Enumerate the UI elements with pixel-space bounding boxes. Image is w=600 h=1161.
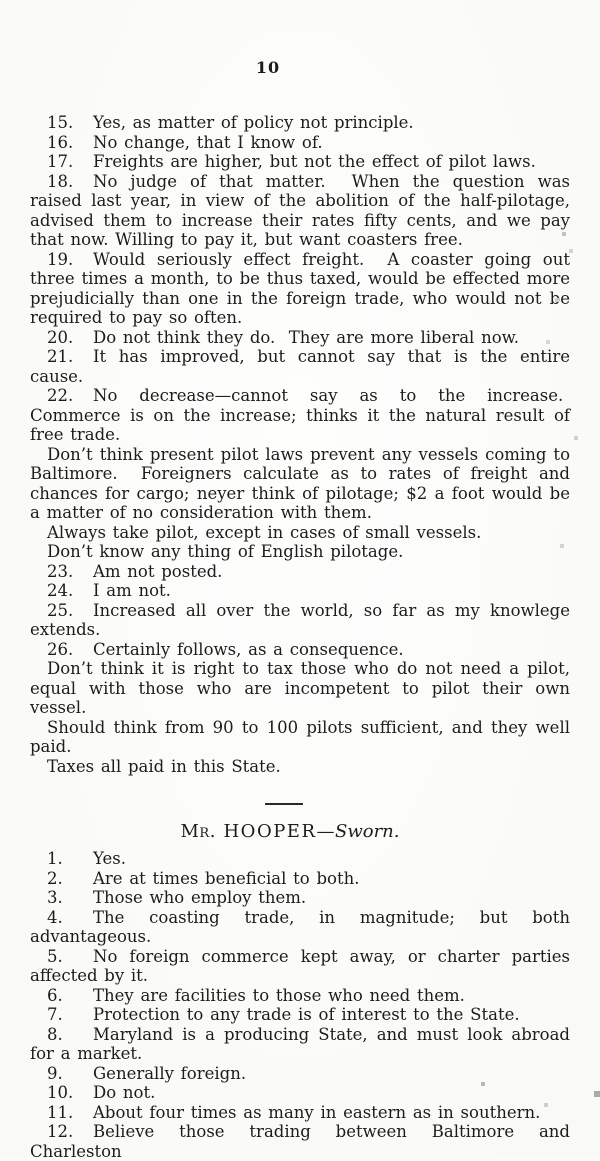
answer-paragraph (30, 1122, 570, 1161)
statement-text: Taxes all paid in this State. (47, 756, 281, 776)
statement-paragraph (30, 542, 570, 562)
answer-number: 24. (47, 581, 74, 600)
statement-text: Should think from 90 to 100 pilots sufficient, and they well paid. (30, 717, 570, 756)
statement-paragraph (30, 523, 570, 543)
answer-number: 20. (47, 327, 74, 347)
answer-paragraph (30, 347, 570, 386)
answer-paragraph (30, 986, 570, 1006)
answer-number: 26. (47, 639, 74, 659)
answer-text: Protection to any trade is of interest to the State. (93, 1005, 520, 1024)
answer-text: Do not think they do. They are more liberal now. (93, 327, 520, 347)
answer-text: No decrease—cannot say as to the increase. Commerce is on the increase; thinks it the natural result of free trade. (30, 386, 570, 444)
answer-paragraph (30, 1025, 570, 1064)
answer-number: 10. (47, 1083, 74, 1102)
statement-text: Always take pilot, except in cases of small vessels. (47, 522, 482, 542)
answer-text: The coasting trade, in magnitude; but both advantageous. (30, 907, 570, 946)
answer-number: 5. (47, 946, 63, 966)
section-divider-rule (265, 803, 303, 805)
answer-number: 15. (47, 113, 74, 132)
answer-text: I am not. (93, 581, 171, 600)
statement-paragraph (30, 718, 570, 757)
answer-number: 25. (47, 600, 74, 620)
answer-number: 2. (47, 868, 63, 888)
answer-number: 8. (47, 1024, 63, 1044)
answer-text: Would seriously effect freight. A coaster going out three times a month, to be thus taxed, would be effected more prejudicially than one in the foreign trade, who would not be required to pay so often. (30, 249, 570, 327)
heading-dash: — (316, 821, 335, 842)
answer-paragraph (30, 869, 570, 889)
answer-paragraph (30, 640, 570, 660)
statement-paragraph (30, 757, 570, 777)
witness-title: Mr. (180, 821, 216, 842)
answer-text: Freights are higher, but not the effect of pilot laws. (93, 152, 536, 171)
sworn-label: Sworn. (335, 821, 400, 842)
answer-number: 12. (47, 1122, 74, 1141)
answer-text: No foreign commerce kept away, or charter parties affected by it. (30, 946, 570, 985)
answer-number: 19. (47, 249, 74, 269)
answer-text: It has improved, but cannot say that is the entire cause. (30, 347, 570, 386)
answer-paragraph (30, 133, 570, 153)
answer-text: About four times as many in eastern as in southern. (93, 1102, 541, 1122)
answer-text: Increased all over the world, so far as my knowlege extends. (30, 600, 570, 639)
witness-heading (20, 821, 560, 842)
answer-paragraph (30, 152, 570, 172)
answer-paragraph (30, 1064, 570, 1084)
answer-text: Those who employ them. (93, 888, 307, 907)
answer-paragraph (30, 1103, 570, 1123)
answer-paragraph (30, 947, 570, 986)
answer-number: 22. (47, 386, 74, 405)
answer-number: 23. (47, 561, 74, 581)
answer-number: 21. (47, 347, 74, 366)
answer-number: 6. (47, 985, 63, 1005)
answer-text: They are facilities to those who need them. (93, 985, 465, 1005)
answer-text: Generally foreign. (93, 1063, 247, 1083)
testimony-answers-block-1 (30, 113, 570, 776)
answer-paragraph (30, 250, 570, 328)
statement-paragraph (30, 445, 570, 523)
answer-paragraph (30, 581, 570, 601)
answer-paragraph (30, 386, 570, 445)
answer-number: 11. (47, 1102, 74, 1122)
answer-paragraph (30, 1083, 570, 1103)
answer-paragraph (30, 888, 570, 908)
answer-paragraph (30, 908, 570, 947)
answer-number: 18. (47, 171, 74, 191)
page-number: 10 (255, 58, 281, 77)
answer-text: Maryland is a producing State, and must look abroad for a market. (30, 1024, 570, 1063)
answer-number: 17. (47, 152, 74, 171)
statement-paragraph (30, 659, 570, 718)
answer-paragraph (30, 172, 570, 250)
answer-paragraph (30, 328, 570, 348)
answer-paragraph (30, 562, 570, 582)
answer-text: No judge of that matter. When the question was raised last year, in view of the abolition of the half-pilotage, advised them to increase their rates fifty cents, and we pay that now. Willing to pay it, but want coasters free. (30, 171, 570, 249)
answer-text: Yes, as matter of policy not principle. (93, 113, 414, 132)
answer-number: 3. (47, 888, 63, 907)
answer-paragraph (30, 601, 570, 640)
answer-paragraph (30, 113, 570, 133)
answer-number: 1. (47, 849, 63, 868)
answer-text: Do not. (93, 1083, 156, 1102)
statement-text: Don’t think it is right to tax those who do not need a pilot, equal with those who are incompetent to pilot their own vessel. (30, 659, 570, 717)
answer-paragraph (30, 1005, 570, 1025)
answer-number: 4. (47, 907, 63, 927)
scan-artifact-specks (0, 0, 2, 2)
answer-number: 9. (47, 1063, 63, 1083)
answer-text: Certainly follows, as a consequence. (93, 639, 404, 659)
answer-paragraph (30, 849, 570, 869)
answer-text: No change, that I know of. (93, 132, 323, 152)
answer-text: Yes. (93, 849, 126, 868)
answer-text: Am not posted. (93, 561, 223, 581)
testimony-answers-block-2 (30, 849, 570, 1161)
statement-text: Don’t think present pilot laws prevent any vessels coming to Baltimore. Foreigners calculate as to rates of freight and chances for cargo; neyer think of pilotage; $2 a foot would be a matter of no consideration with them. (30, 444, 570, 522)
statement-text: Don’t know any thing of English pilotage. (47, 542, 404, 561)
answer-number: 7. (47, 1005, 63, 1024)
answer-text: Believe those trading between Baltimore and Charleston (30, 1122, 570, 1161)
answer-text: Are at times beneficial to both. (93, 868, 360, 888)
answer-number: 16. (47, 132, 74, 152)
witness-name: HOOPER (223, 821, 317, 842)
